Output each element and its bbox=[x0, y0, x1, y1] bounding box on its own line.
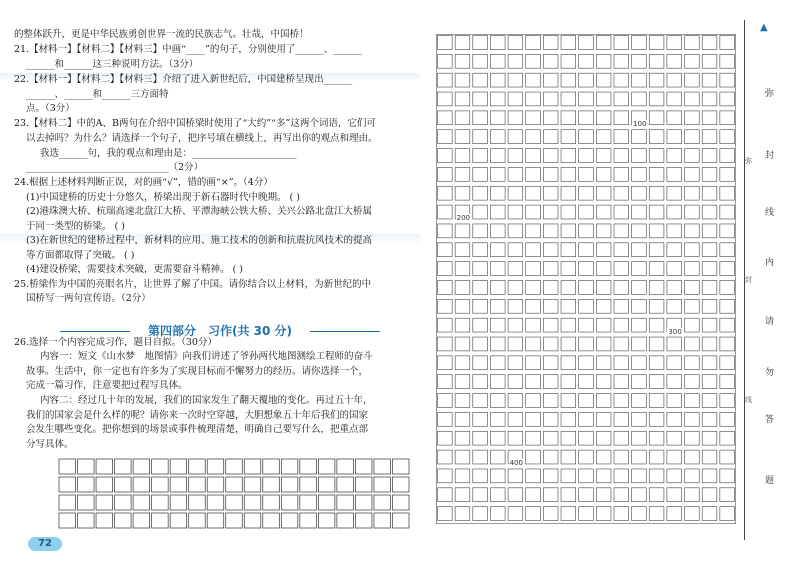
text-line: 21.【材料一】【材料二】【材料三】中画“____”的句子，分别使用了______、______ bbox=[14, 44, 362, 55]
section-heading: 第四部分 习作(共 30 分) bbox=[60, 322, 380, 340]
text-line: 等方面都取得了突破。 ( ) bbox=[26, 250, 135, 261]
text-line: ______和______这三种说明方法。（3分） bbox=[26, 59, 199, 70]
text-line: (3)在新世纪的建桥过程中，新材料的应用、施工技术的创新和抗震抗风技术的提高 bbox=[26, 235, 372, 246]
binding-char: 答 bbox=[765, 415, 775, 425]
text-line: ______、______和______三方面特 bbox=[26, 89, 169, 100]
binding-char: 题 bbox=[765, 476, 775, 486]
text-line: 我们的国家会是什么样的呢？请你来一次时空穿越，大胆想象五十年后我们的国家 bbox=[26, 410, 369, 421]
text-line: (2)港珠澳大桥、杭瑞高速北盘江大桥、平潭海峡公铁大桥、关兴公路北盘江大桥属 bbox=[26, 206, 372, 217]
text-line: 23.【材料二】中的A、B两句在介绍中国桥梁时使用了“大约”“多”这两个词语，它们可 bbox=[14, 118, 376, 129]
text-line: 内容二：经过几十年的发展，我们的国家发生了翻天覆地的变化。再过五十年， bbox=[40, 395, 373, 406]
text-line: 故事。生活中，你一定也有许多为了实现目标而不懈努力的经历。请你选择一个， bbox=[26, 366, 369, 377]
rocket-icon: ▲ bbox=[760, 22, 768, 33]
grid-marker: 200 bbox=[456, 214, 471, 223]
text-line: 的整体跃升，更是中华民族勇创世界一流的民族志气。壮哉，中国桥！ bbox=[14, 29, 309, 40]
binding-margin bbox=[744, 20, 791, 540]
text-line: 会发生哪些变化。把你想到的场景或事件梳理清楚，明确自己要写什么，把重点部 bbox=[26, 424, 369, 435]
binding-char: 线 bbox=[765, 208, 775, 218]
text-line: 分写具体。 bbox=[26, 439, 74, 450]
binding-char: 弥 bbox=[765, 89, 775, 99]
text-line: (1)中国建桥的历史十分悠久，桥梁出现于新石器时代中晚期。 ( ) bbox=[26, 192, 300, 203]
text-line: (4)建设桥梁，需要技术突破，更需要奋斗精神。 ( ) bbox=[26, 264, 243, 275]
grid-marker: 400 bbox=[509, 459, 523, 468]
text-line: 点。（3分） bbox=[26, 103, 75, 114]
text-line: 完成一篇习作，注意要把过程写具体。 bbox=[26, 380, 188, 391]
text-line: 25.桥梁作为中国的亮眼名片，让世界了解了中国。请你结合以上材料，为新世纪的中 bbox=[14, 279, 372, 290]
text-line: ______________________________（2分） bbox=[26, 162, 204, 173]
binding-char: 弥 bbox=[745, 157, 752, 165]
text-line: 我选______句，我的观点和理由是：______________________ bbox=[40, 148, 297, 159]
binding-char: 内 bbox=[765, 258, 775, 268]
binding-char: 请 bbox=[765, 317, 775, 327]
writing-grid-small bbox=[58, 458, 410, 530]
text-line: 于同一类型的桥梁。 ( ) bbox=[26, 221, 125, 232]
text-line: 22.【材料一】【材料二】【材料三】介绍了进入新世纪后，中国建桥呈现出______ bbox=[14, 74, 353, 85]
grid-marker: 100 bbox=[633, 120, 647, 129]
text-line: 24.根据上述材料判断正误，对的画“√”，错的画“×”。（4分） bbox=[14, 177, 273, 188]
text-line: 26.选择一个内容完成习作，题目自拟。（30分） bbox=[14, 337, 217, 348]
binding-char: 封 bbox=[765, 151, 775, 161]
text-line: 以去掉吗？为什么？请选择一个句子，把序号填在横线上，再写出你的观点和理由。 bbox=[26, 133, 378, 144]
binding-char: 勿 bbox=[765, 368, 775, 378]
text-line: 内容一：短文《山水梦 地图情》向我们讲述了爷孙两代地图测绘工程师的奋斗 bbox=[40, 351, 373, 362]
binding-char: 线 bbox=[745, 396, 752, 404]
writing-grid-large bbox=[436, 34, 736, 524]
grid-marker: 300 bbox=[668, 327, 682, 336]
binding-char: 封 bbox=[745, 276, 752, 284]
page-number: 72 bbox=[28, 537, 62, 551]
text-line: 国桥写一两句宣传语。（2分） bbox=[26, 293, 151, 304]
